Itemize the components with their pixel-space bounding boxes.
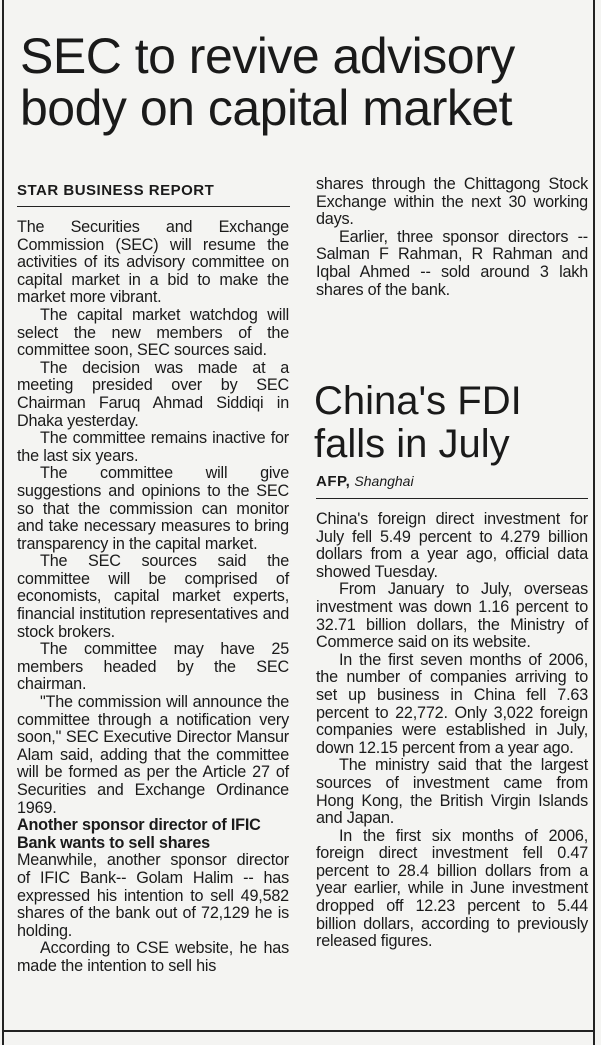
- paragraph: "The commission will announce the committee through a notification very soon," SEC Executive Director Mansur Alam said, adding that the committee will be formed as per the Article 27 of Securities and Exchange Ordinance 1969.: [17, 693, 289, 817]
- article-sec-column-left: [17, 219, 289, 976]
- paragraph: Meanwhile, another sponsor director of IFIC Bank-- Golam Halim -- has expressed his intention to sell 49,582 shares of the bank out of 72,129 he is holding.: [17, 851, 289, 940]
- paragraph: The committee will give suggestions and opinions to the SEC so that the commission can monitor and take necessary measures to bring transparency in the capital market.: [17, 464, 289, 553]
- paragraph: China's foreign direct investment for July fell 5.49 percent to 4.279 billion dollars from a year ago, official data showed Tuesday.: [316, 510, 588, 581]
- headline-sec: [20, 30, 590, 134]
- article-china-column: [316, 511, 588, 951]
- byline-text: STAR BUSINESS REPORT: [17, 182, 215, 199]
- paragraph: The decision was made at a meeting presided over by SEC Chairman Faruq Ahmad Siddiqi in Dhaka yesterday.: [17, 358, 289, 430]
- paragraph: The committee may have 25 members headed by the SEC chairman.: [17, 640, 289, 694]
- paragraph: The Securities and Exchange Commission (SEC) will resume the activities of its advisory committee on capital market in a bid to make the market more vibrant.: [17, 218, 289, 307]
- paragraph-continued: shares through the Chittagong Stock Exchange within the next 30 working days.: [316, 175, 588, 229]
- article-sec-column-right: [316, 176, 588, 299]
- paragraph: The ministry said that the largest sources of investment came from Hong Kong, the British Virgin Islands and Japan.: [316, 756, 588, 828]
- headline-china-line2: falls in July: [314, 422, 510, 466]
- byline-star-business: [17, 182, 214, 199]
- headline-china-fdi: [314, 380, 594, 466]
- page-border-right: [593, 0, 595, 1045]
- page-border-bottom: [2, 1030, 595, 1032]
- paragraph: From January to July, overseas investment was down 1.16 percent to 32.71 billion dollars, the Ministry of Commerce said on its website.: [316, 580, 588, 652]
- subhead-ific: Another sponsor director of IFIC Bank wants to sell shares: [17, 816, 261, 852]
- byline-rule: [17, 206, 290, 207]
- paragraph: In the first seven months of 2006, the number of companies arriving to set up business in China fell 7.63 percent to 22,772. Only 3,022 foreign companies were established in July, down 12.15 percent from a year ago.: [316, 650, 588, 757]
- headline-sec-line1: SEC to revive advisory: [20, 28, 515, 84]
- paragraph: The capital market watchdog will select the new members of the committee soon, SEC sources said.: [17, 305, 289, 360]
- paragraph: The SEC sources said the committee will be comprised of economists, capital market experts, financial institution representatives and stock brokers.: [17, 552, 289, 641]
- byline-afp: [316, 473, 414, 490]
- paragraph: The committee remains inactive for the last six years.: [17, 429, 289, 465]
- paragraph: Earlier, three sponsor directors -- Salman F Rahman, R Rahman and Iqbal Ahmed -- sold around 3 lakh shares of the bank.: [316, 227, 588, 299]
- headline-china-line1: China's FDI: [314, 379, 522, 423]
- byline-rule-2: [316, 498, 588, 499]
- page-border-left: [2, 0, 4, 1045]
- headline-sec-line2: body on capital market: [20, 80, 513, 136]
- paragraph: In the first six months of 2006, foreign direct investment fell 0.47 percent to 28.4 billion dollars from a year earlier, while in June investment dropped off 12.23 percent to 5.44 billion dollars, according to previously released figures.: [316, 826, 588, 951]
- paragraph: According to CSE website, he has made the intention to sell his: [17, 939, 289, 975]
- byline-place: Shanghai: [354, 473, 414, 489]
- byline-agency: AFP,: [316, 473, 351, 490]
